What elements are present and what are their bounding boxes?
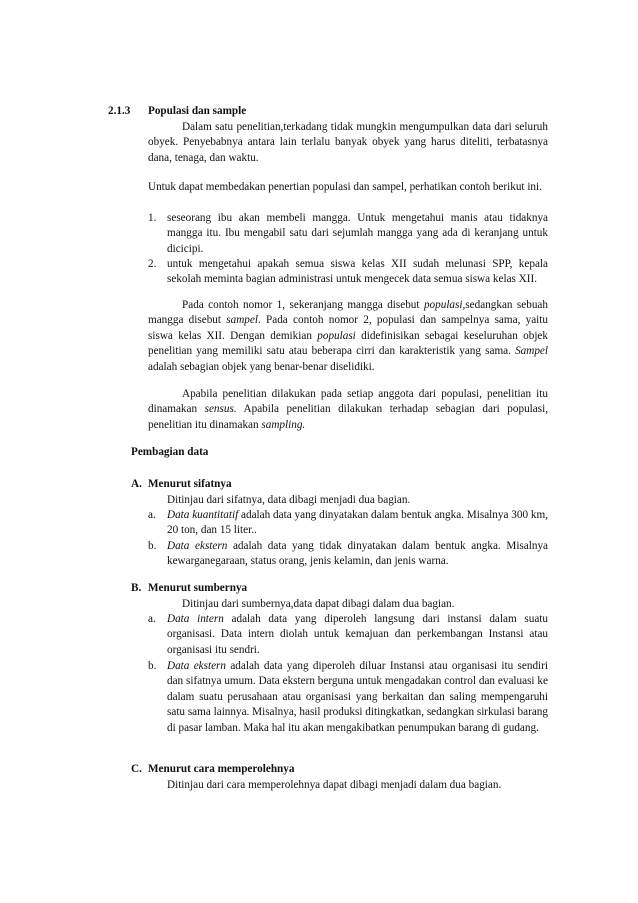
a-item-b-marker: b. — [148, 540, 157, 552]
intro-paragraph: Dalam satu penelitian,terkadang tidak mungkin mengumpulkan data dari seluruh obyek. Penyebabnya antara lain terlalu banyak obyek yang harus diteliti, terbatasnya dana, tenaga, dan waktu. — [148, 121, 548, 164]
a-item-a — [167, 508, 548, 539]
term-sampling: sampling. — [261, 418, 306, 431]
subsection-a-marker: A. — [131, 478, 142, 490]
subsection-b-intro: Ditinjau dari sumbernya,data dapat dibagi dalam dua bagian. — [182, 598, 455, 610]
definition-text-4: didefinisikan sebagai keseluruhan objek penelitian yang memiliki satu atau beberapa cirri dan karakteristik yang sama. — [148, 329, 548, 358]
pembagian-title: Pembagian data — [131, 446, 209, 458]
sensus-text-2: Apabila penelitian dilakukan terhadap sebagian dari populasi, penelitian itu dinamakan — [148, 403, 548, 431]
term-sampel-2: Sampel — [515, 345, 548, 358]
term-sensus: sensus. — [204, 403, 237, 416]
sensus-paragraph — [148, 387, 548, 433]
list-item-1: seseorang ibu akan membeli mangga. Untuk mengetahui manis atau tidaknya mangga itu. Ibu mengabil satu dari sejumlah mangga yang ada di keranjang untuk dicicipi. — [167, 212, 548, 255]
subsection-a-title: Menurut sifatnya — [148, 478, 232, 490]
a-item-b-text: adalah data yang tidak dinyatakan dalam bentuk angka. Misalnya kewarganegaraan, status orang, jenis kelamin, dan jenis warna. — [167, 540, 549, 568]
subsection-c-title: Menurut cara memperolehnya — [148, 763, 295, 775]
definition-text-5: adalah sebagian objek yang benar-benar diselidiki. — [148, 360, 375, 373]
definition-text-3: . Pada contoh nomor 2, populasi dan sampelnya sama, yaitu siswa kelas XII. Dengan demikian — [148, 314, 548, 342]
subsection-c-intro: Ditinjau dari cara memperolehnya dapat dibagi menjadi dalam dua bagian. — [167, 779, 502, 791]
b-item-b-marker: b. — [148, 660, 157, 672]
term-populasi-2: populasi — [317, 329, 356, 342]
b-item-b — [167, 659, 548, 736]
list-marker-2: 2. — [148, 258, 157, 270]
a-item-a-term: Data kuantitatif — [167, 509, 239, 521]
subsection-b-title: Menurut sumbernya — [148, 582, 248, 594]
a-item-b-term: Data ekstern — [167, 540, 228, 552]
b-item-b-term: Data ekstern — [167, 660, 227, 672]
b-item-a-text: adalah data yang diperoleh langsung dari instansi dalam suatu organisasi. Data intern diolah untuk kemajuan dan perkembangan Instansi atau organisasi itu sendri. — [167, 613, 548, 656]
b-item-a-marker: a. — [148, 613, 156, 625]
a-item-b — [167, 539, 548, 570]
subsection-a-intro: Ditinjau dari sifatnya, data dibagi menjadi dua bagian. — [167, 494, 411, 506]
definition-paragraph — [148, 298, 548, 375]
term-populasi: populasi — [423, 299, 463, 311]
example-intro-paragraph: Untuk dapat membedakan penertian populasi dan sampel, perhatikan contoh berikut ini. — [148, 181, 542, 193]
section-number: 2.1.3 — [108, 105, 131, 117]
list-item-2: untuk mengetahui apakah semua siswa kelas XII sudah melunasi SPP, kepala sekolah meminta bagian administrasi untuk mengecek data semua siswa kelas XII. — [167, 258, 548, 286]
section-title: Populasi dan sample — [148, 105, 247, 117]
subsection-c-marker: C. — [131, 763, 142, 775]
a-item-a-text: adalah data yang dinyatakan dalam bentuk angka. Misalnya 300 km, 20 ton, dan 15 liter.. — [167, 509, 548, 537]
b-item-a-term: Data intern — [167, 613, 224, 625]
sensus-text-1: Apabila penelitian dilakukan pada setiap anggota dari populasi, penelitian itu dinamakan — [148, 388, 548, 416]
definition-text-1: Pada contoh nomor 1, sekeranjang mangga disebut — [182, 299, 424, 311]
subsection-b-marker: B. — [131, 582, 142, 594]
list-marker-1: 1. — [148, 212, 157, 224]
term-sampel: sampel — [226, 314, 258, 327]
b-item-b-text: adalah data yang diperoleh diluar Instansi atau organisasi itu sendiri dan sifatnya umum. Data ekstern berguna untuk mengadakan control dan evaluasi ke dalam suatu perusahaan atau organisasi yang berkaitan dan saling mempengaruhi satu sama lainnya. Misalnya, hasil produksi ditingkatkan, sedangkan sirkulasi barang di pasar lamban. Maka hal itu akan mengakibatkan penumpukan barang di gudang. — [167, 660, 548, 734]
a-item-a-marker: a. — [148, 509, 156, 521]
definition-text-2: ,sedangkan sebuah mangga disebut — [148, 299, 548, 327]
b-item-a — [167, 612, 548, 658]
